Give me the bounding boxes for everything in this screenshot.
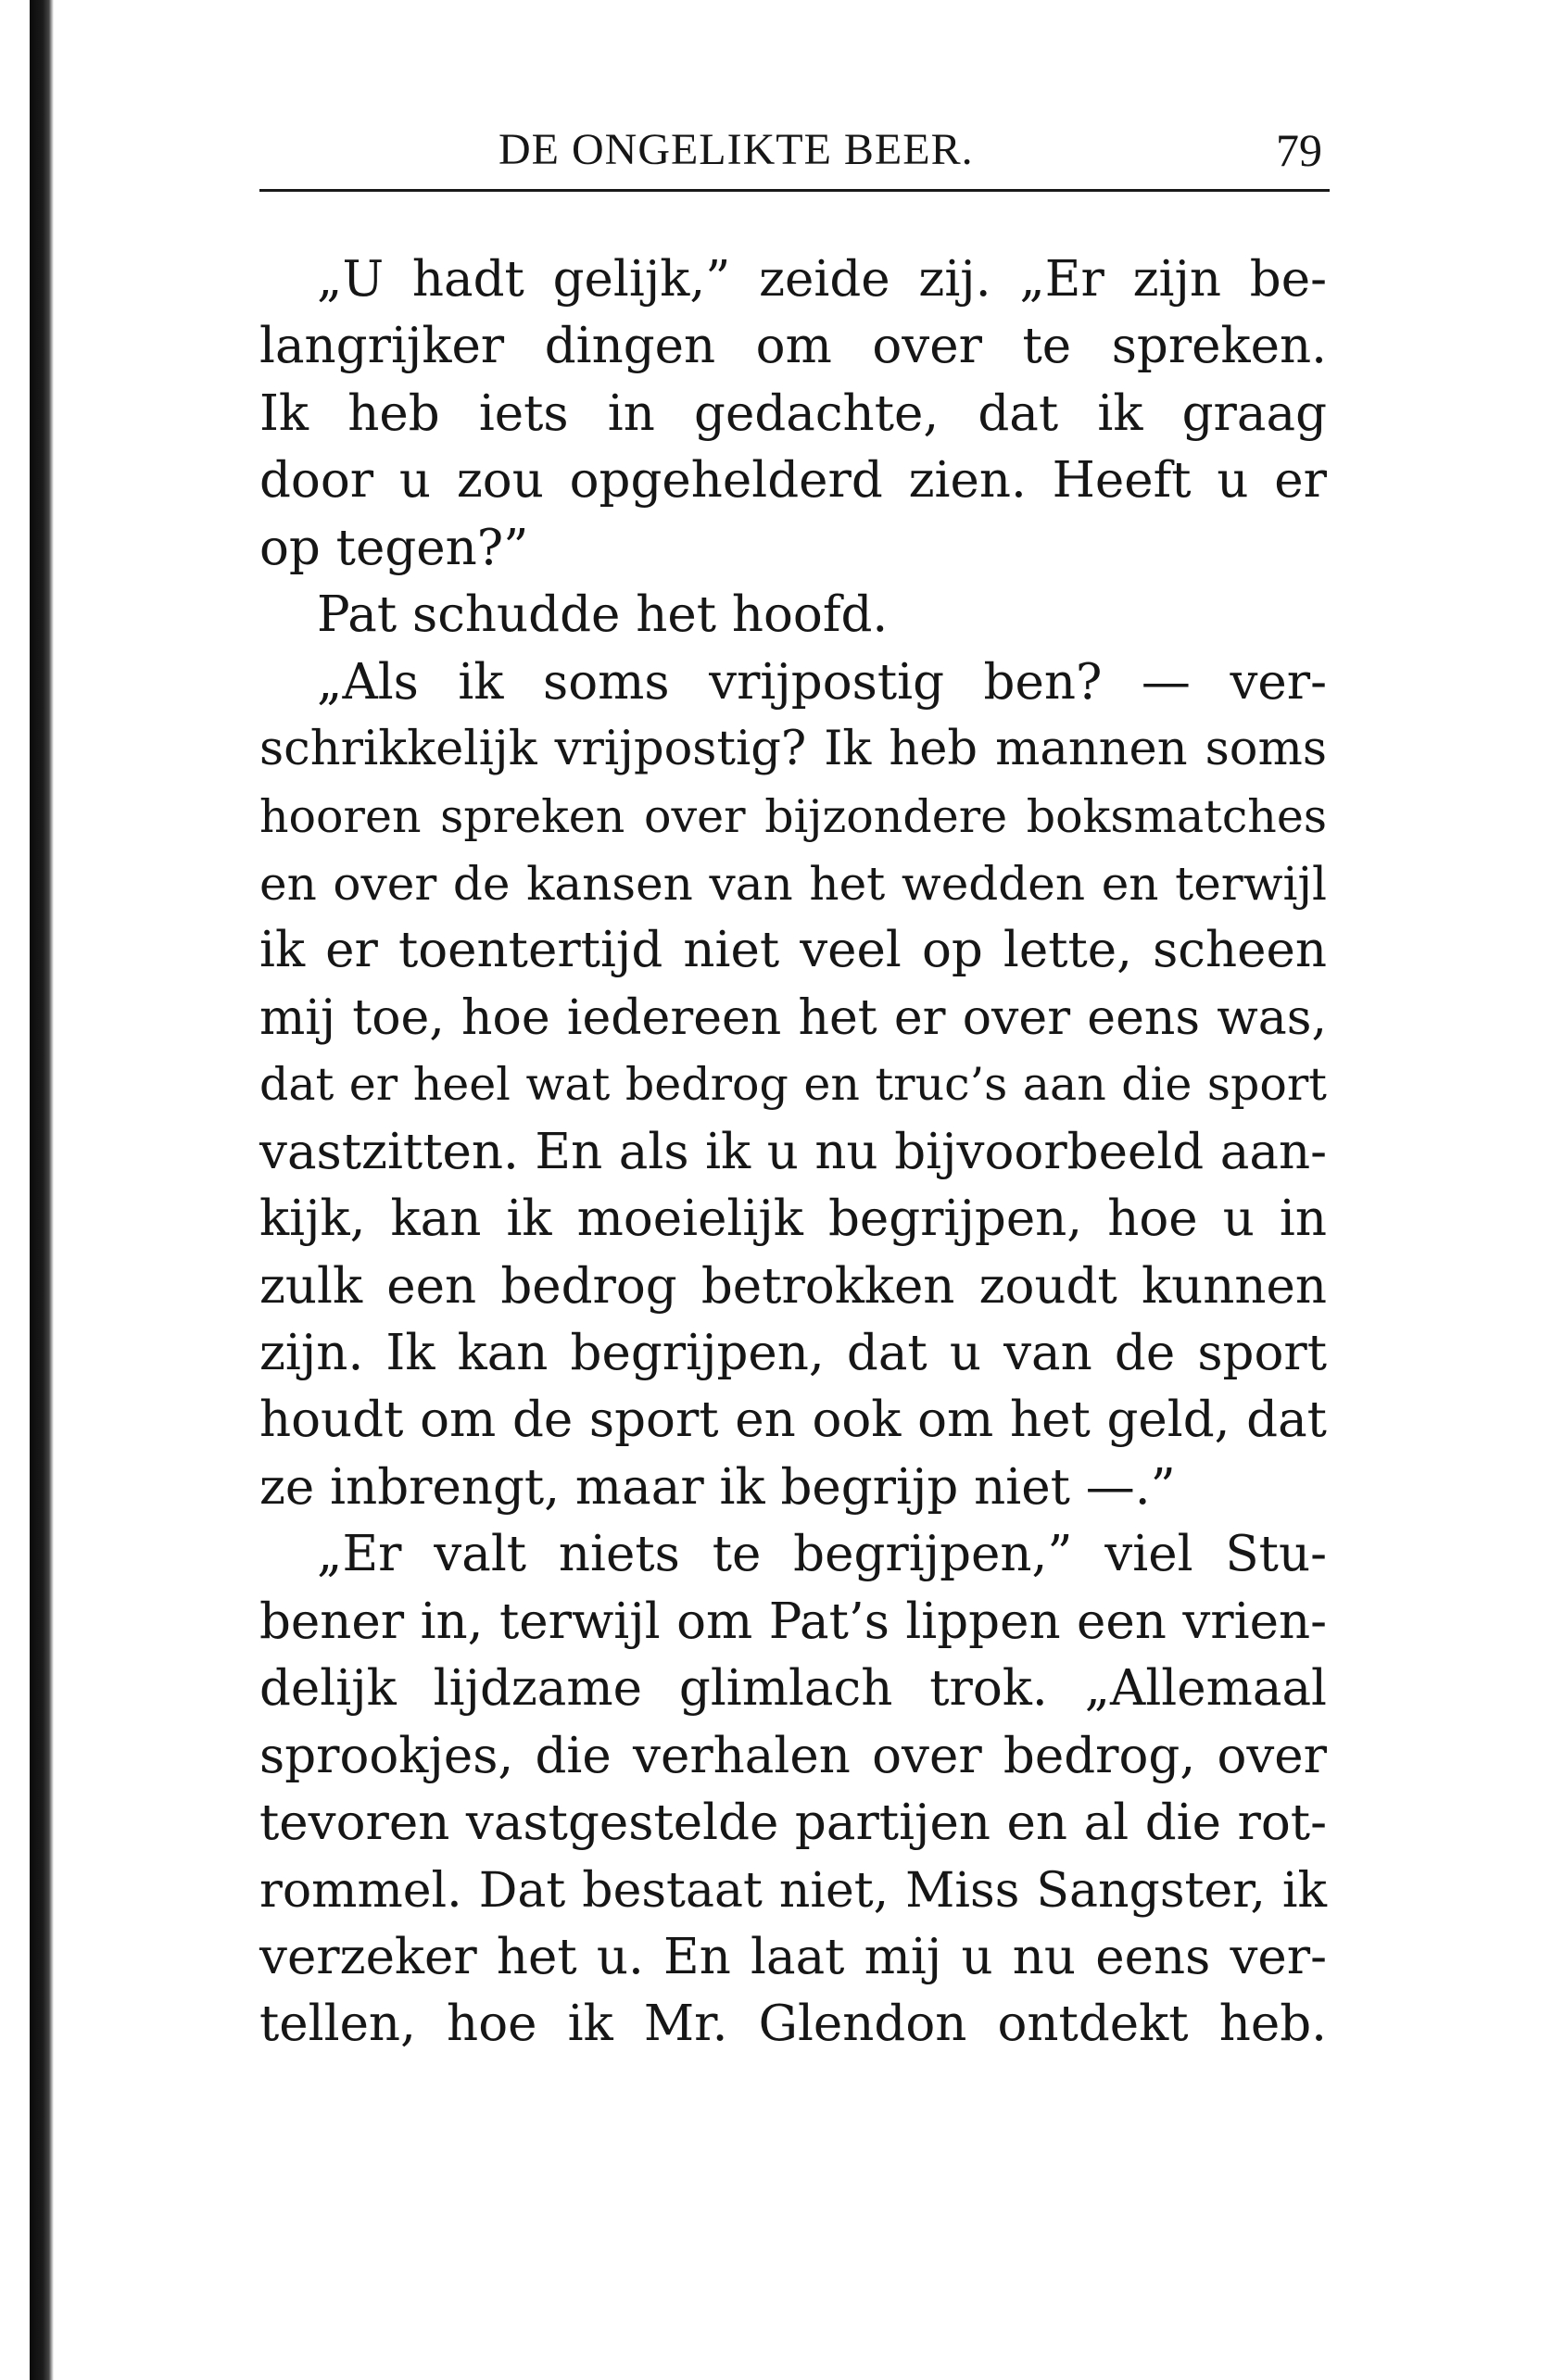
text-line: „U hadt gelijk,” zeide zij. „Er zijn be-: [317, 251, 1327, 308]
binding-edge: [30, 0, 54, 2380]
text-line: „Als ik soms vrijpostig ben? — ver-: [317, 653, 1327, 711]
text-line: „Er valt niets te begrijpen,” viel Stu-: [317, 1526, 1327, 1583]
text-line: verzeker het u. En laat mij u nu eens ver-: [259, 1928, 1327, 1985]
text-line: sprookjes, die verhalen over bedrog, over: [259, 1727, 1327, 1784]
text-line: tellen, hoe ik Mr. Glendon ontdekt heb.: [259, 1996, 1327, 2053]
text-line: Ik heb iets in gedachte, dat ik graag: [259, 384, 1327, 442]
text-line: ze inbrengt, maar ik begrijp niet —.”: [259, 1458, 1176, 1516]
running-title: DE ONGELIKTE BEER.: [498, 125, 974, 174]
text-line: houdt om de sport en ook om het geld, dat: [259, 1391, 1327, 1449]
text-line: schrikkelijk vrijpostig? Ik heb mannen soms: [259, 722, 1327, 777]
text-line: langrijker dingen om over te spreken.: [259, 318, 1327, 375]
text-line: bener in, terwijl om Pat’s lippen een vrien-: [259, 1593, 1327, 1650]
text-line: en over de kansen van het wedden en terwijl: [259, 856, 1327, 911]
text-line: mij toe, hoe iedereen het er over eens was,: [259, 989, 1327, 1046]
text-line: tevoren vastgestelde partijen en al die rot-: [259, 1794, 1327, 1852]
text-line: kijk, kan ik moeielijk begrijpen, hoe u in: [259, 1190, 1327, 1248]
running-head: [259, 109, 1330, 192]
page-number: 79: [1276, 124, 1322, 176]
text-line: Pat schudde het hoofd.: [317, 586, 889, 644]
text-line: op tegen?”: [259, 519, 529, 576]
text-line: delijk lijdzame glimlach trok. „Allemaal: [259, 1660, 1327, 1718]
text-line: zijn. Ik kan begrijpen, dat u van de sport: [259, 1325, 1327, 1381]
text-line: rommel. Dat bestaat niet, Miss Sangster, ik: [259, 1862, 1327, 1919]
text-line: door u zou opgehelderd zien. Heeft u er: [259, 452, 1327, 510]
body-text: [259, 246, 1327, 2059]
text-line: ik er toentertijd niet veel op lette, scheen: [259, 922, 1327, 979]
text-line: hooren spreken over bijzondere boksmatches: [259, 789, 1327, 843]
text-line: vastzitten. En als ik u nu bijvoorbeeld aan-: [259, 1123, 1327, 1180]
text-line: dat er heel wat bedrog en truc’s aan die sport: [259, 1058, 1327, 1112]
text-line: zulk een bedrog betrokken zoudt kunnen: [259, 1257, 1327, 1315]
